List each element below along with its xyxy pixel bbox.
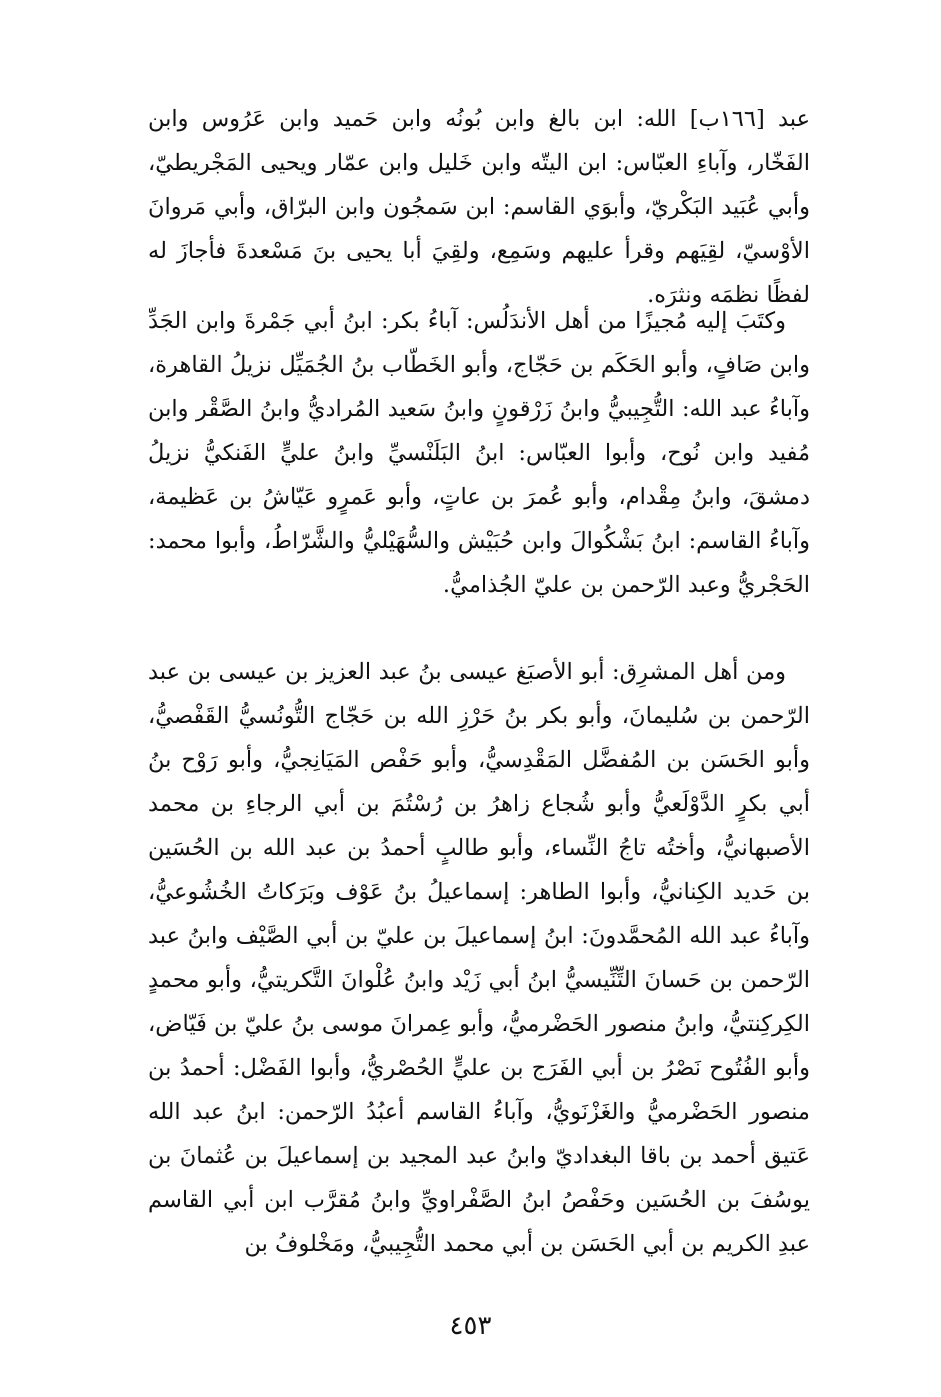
page-number: ٤٥٣ <box>449 1311 492 1341</box>
paragraph-3: ومن أهل المشرِق: أبو الأصبَغ عيسى بنُ عبد العزيز بن عيسى بن عبد الرّحمن بن سُليمانَ، وأبو بكر بنُ حَرْزِ الله بن حَجّاج التُّونُسيُّ القَفْصيُّ، وأبو الحَسَن بن المُفضَّل المَقْدِسيُّ، وأبو حَفْص المَيَانِجيُّ، وأبو رَوْح بنُ أبي بكرٍ الدَّوْلَعيُّ وأبو شُجاع زاهرُ بن رُسْتُمَ بن أبي الرجاءِ بن محمد الأصبهانيُّ، وأختُه تاجُ النِّساء، وأبو طالبٍ أحمدُ بن عبد الله بن الحُسَين بن حَديد الكِنانيُّ، وأبوا الطاهر: إسماعيلُ بنُ عَوْف وبَرَكاتُ الخُشُوعيُّ، وآباءُ عبد الله المُحمَّدونَ: ابنُ إسماعيلَ بن عليّ بن أبي الصَّيْف وابنُ عبد الرّحمن بن حَسانَ التِّنِّيسيُّ ابنُ أبي زَيْد وابنُ عُلْوانَ التَّكريتيُّ، وأبو محمدٍ الكِركِنتيُّ، وابنُ منصور الحَضْرميُّ، وأبو عِمرانَ موسى بنُ عليّ بن فَيّاض، وأبو الفُتُوح نَصْرُ بن أبي الفَرَج بن عليٍّ الحُصْريُّ، وأبوا الفَضْل: أحمدُ بن منصور الحَضْرميُّ والغَزْنَويُّ، وآباءُ القاسم أعبُدُ الرّحمن: ابنُ عبد الله عَتيق أحمد بن باقا البغداديّ وابنُ عبد المجيد بن إسماعيلَ بن عُثمانَ بن يوسُفَ بن الحُسَين وحَفْصُ ابنُ الصَّفْراويِّ وابنُ مُقرَّب ابن أبي القاسم عبدِ الكريم بن أبي الحَسَن بن أبي محمد التُّجِيبيُّ، ومَخْلوفُ بن <box>148 659 810 1257</box>
paragraph-2: وكتَبَ إليه مُجيزًا من أهل الأندَلُس: آباءُ بكر: ابنُ أبي جَمْرةَ وابن الجَدِّ وابن صَافٍ، وأبو الحَكَم بن حَجّاج، وأبو الخَطّاب بنُ الجُمَيِّل نزيلُ القاهرة، وآباءُ عبد الله: التُّجِيبيُّ وابنُ زَرْقونٍ وابنُ سَعيد المُراديُّ وابنُ الصَّقْر وابن مُفيد وابن نُوح، وأبوا العبّاس: ابنُ البَلَنْسيِّ وابنُ عليٍّ الفَنكيُّ نزيلُ دمشقَ، وابنُ مِقْدام، وأبو عُمرَ بن عاتٍ، وأبو عَمرٍو عَيّاشُ بن عَظيمة، وآباءُ القاسم: ابنُ بَشْكُوالَ وابن حُبَيْش والسُّهَيْليُّ والشَّرّاطُ، وأبوا محمد: الحَجْريُّ وعبد الرّحمن بن عليّ الجُذاميُّ. <box>148 308 810 598</box>
paragraph-1: عبد [١٦٦ب] الله: ابن بالغ وابن بُونُه وابن حَميد وابن عَرُوس وابن الفَخّار، وآباءِ العبّاس: ابن اليتّه وابن خَليل وابن عمّار ويحيى المَجْريطيّ، وأبي عُبَيد البَكْريّ، وأبوَي القاسم: ابن سَمجُون وابن البرّاق، وأبي مَروانَ الأوْسيّ، لقِيَهم وقرأ عليهم وسَمِع، ولقِيَ أبا يحيى بنَ مَسْعدةَ فأجازَ له لفظًا نظمَه ونثرَه. <box>148 106 810 308</box>
